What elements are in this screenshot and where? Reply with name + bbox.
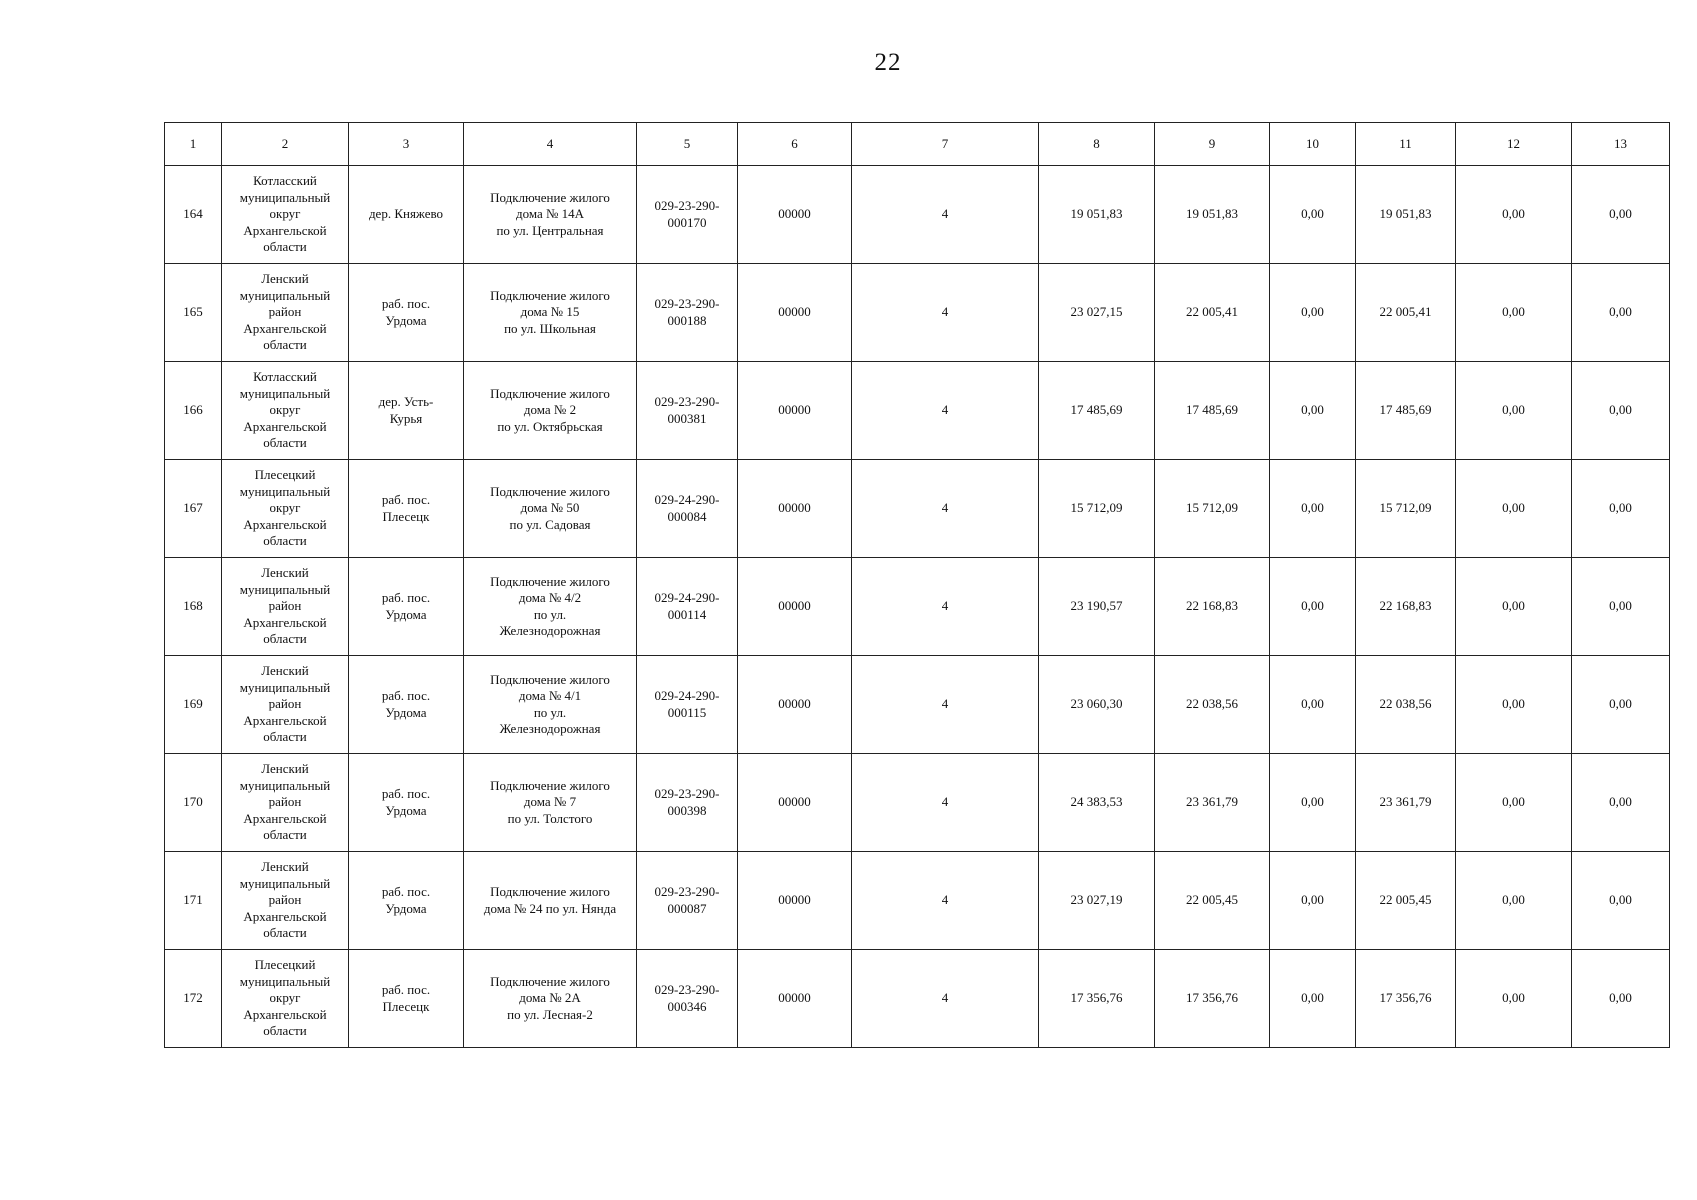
settlement-cell (349, 754, 464, 852)
col10-cell (1270, 166, 1356, 264)
col6-cell (738, 460, 852, 558)
col11-cell (1356, 950, 1456, 1048)
cell-text: 0,00 (1609, 402, 1632, 418)
col13-cell (1572, 264, 1670, 362)
col12-cell (1456, 656, 1572, 754)
col11-cell (1356, 362, 1456, 460)
cell-text: 029-24-290- 000084 (654, 492, 720, 524)
cell-text: 0,00 (1502, 402, 1525, 418)
cell-text: 0,00 (1301, 500, 1324, 516)
cell-text: 22 005,41 (1379, 304, 1432, 320)
col11-cell (1356, 558, 1456, 656)
column-number-cell: 8 (1039, 123, 1155, 166)
col6-cell (738, 754, 852, 852)
cell-text: 0,00 (1502, 304, 1525, 320)
cell-text: раб. пос. Урдома (381, 688, 431, 720)
cell-text: 0,00 (1609, 696, 1632, 712)
col9-cell (1155, 264, 1270, 362)
cell-text: Плесецкий муниципальный округ Архангельской области (239, 957, 331, 1039)
col13-cell (1572, 656, 1670, 754)
cell-text: 0,00 (1609, 892, 1632, 908)
cell-text: 029-23-290- 000398 (654, 786, 720, 818)
cell-text: Ленский муниципальный район Архангельской области (239, 761, 331, 843)
col13-cell (1572, 852, 1670, 950)
cell-text: Подключение жилого дома № 15 по ул. Школьная (490, 287, 610, 336)
cell-text: 4 (941, 794, 949, 810)
cell-text: Ленский муниципальный район Архангельской области (239, 271, 331, 353)
col11-cell (1356, 852, 1456, 950)
cell-text: 0,00 (1301, 696, 1324, 712)
table-body (165, 123, 1670, 1048)
col7-cell (852, 558, 1039, 656)
cell-text: 00000 (778, 402, 811, 418)
cell-text: 23 190,57 (1070, 598, 1123, 614)
col12-cell (1456, 950, 1572, 1048)
cell-text: 0,00 (1502, 990, 1525, 1006)
cell-text: Подключение жилого дома № 24 по ул. Няндa (483, 884, 617, 916)
column-number-cell: 3 (349, 123, 464, 166)
settlement-cell (349, 460, 464, 558)
cell-text: 4 (941, 990, 949, 1006)
cell-text: 0,00 (1301, 794, 1324, 810)
cell-text: 19 051,83 (1379, 206, 1432, 222)
cell-text: 0,00 (1301, 892, 1324, 908)
cell-text: 0,00 (1301, 990, 1324, 1006)
cell-text: раб. пос. Урдома (381, 786, 431, 818)
col10-cell (1270, 558, 1356, 656)
code-cell (637, 558, 738, 656)
cell-text: 0,00 (1609, 598, 1632, 614)
row-number-cell (165, 852, 222, 950)
column-number-cell: 4 (464, 123, 637, 166)
code-cell (637, 950, 738, 1048)
object-cell (464, 362, 637, 460)
col7-cell (852, 852, 1039, 950)
col8-cell (1039, 460, 1155, 558)
table-row (165, 264, 1670, 362)
cell-text: 00000 (778, 696, 811, 712)
cell-text: Ленский муниципальный район Архангельской области (239, 663, 331, 745)
cell-text: 00000 (778, 892, 811, 908)
cell-text: 17 356,76 (1379, 990, 1432, 1006)
cell-text: Подключение жилого дома № 2 по ул. Октябрьская (490, 385, 610, 434)
col9-cell (1155, 558, 1270, 656)
col6-cell (738, 656, 852, 754)
row-number-cell (165, 754, 222, 852)
col13-cell (1572, 166, 1670, 264)
row-number-cell (165, 166, 222, 264)
col10-cell (1270, 754, 1356, 852)
col7-cell (852, 166, 1039, 264)
row-number-cell (165, 264, 222, 362)
cell-text: 22 168,83 (1379, 598, 1432, 614)
cell-text: 165 (183, 304, 203, 320)
col12-cell (1456, 558, 1572, 656)
cell-text: дер. Княжево (368, 206, 444, 222)
cell-text: 0,00 (1502, 892, 1525, 908)
settlement-cell (349, 852, 464, 950)
municipality-cell (222, 362, 349, 460)
table-row (165, 558, 1670, 656)
cell-text: 17 485,69 (1186, 402, 1238, 418)
col6-cell (738, 362, 852, 460)
object-cell (464, 166, 637, 264)
code-cell (637, 656, 738, 754)
col9-cell (1155, 950, 1270, 1048)
col13-cell (1572, 558, 1670, 656)
cell-text: раб. пос. Урдома (381, 884, 431, 916)
cell-text: 23 361,79 (1186, 794, 1238, 810)
code-cell (637, 852, 738, 950)
object-cell (464, 264, 637, 362)
cell-text: 4 (941, 206, 949, 222)
column-number-cell: 13 (1572, 123, 1670, 166)
object-cell (464, 460, 637, 558)
cell-text: 029-23-290- 000346 (654, 982, 720, 1014)
col13-cell (1572, 460, 1670, 558)
cell-text: 172 (183, 990, 203, 1006)
cell-text: 00000 (778, 304, 811, 320)
column-number-cell: 5 (637, 123, 738, 166)
cell-text: Ленский муниципальный район Архангельской области (239, 565, 331, 647)
row-number-cell (165, 362, 222, 460)
object-cell (464, 656, 637, 754)
column-number-cell: 7 (852, 123, 1039, 166)
cell-text: Плесецкий муниципальный округ Архангельской области (239, 467, 331, 549)
object-cell (464, 558, 637, 656)
table-row (165, 950, 1670, 1048)
col8-cell (1039, 264, 1155, 362)
col9-cell (1155, 754, 1270, 852)
cell-text: Котласский муниципальный округ Архангельской области (239, 369, 331, 451)
col10-cell (1270, 656, 1356, 754)
municipality-cell (222, 852, 349, 950)
col12-cell (1456, 362, 1572, 460)
municipality-cell (222, 754, 349, 852)
cell-text: 23 027,19 (1070, 892, 1123, 908)
cell-text: 22 005,41 (1186, 304, 1238, 320)
cell-text: 19 051,83 (1186, 206, 1238, 222)
data-table (164, 122, 1670, 1048)
cell-text: 22 005,45 (1186, 892, 1238, 908)
column-number-cell: 10 (1270, 123, 1356, 166)
cell-text: 0,00 (1609, 794, 1632, 810)
row-number-cell (165, 460, 222, 558)
settlement-cell (349, 166, 464, 264)
col9-cell (1155, 656, 1270, 754)
column-number-row (165, 123, 1670, 166)
col11-cell (1356, 754, 1456, 852)
col6-cell (738, 264, 852, 362)
cell-text: 17 485,69 (1070, 402, 1123, 418)
col10-cell (1270, 852, 1356, 950)
page-number: 22 (874, 49, 902, 76)
cell-text: 15 712,09 (1186, 500, 1238, 516)
cell-text: Котласский муниципальный округ Архангельской области (239, 173, 331, 255)
col9-cell (1155, 460, 1270, 558)
col12-cell (1456, 754, 1572, 852)
col7-cell (852, 656, 1039, 754)
cell-text: 029-23-290- 000188 (654, 296, 720, 328)
table-row (165, 460, 1670, 558)
cell-text: 17 356,76 (1070, 990, 1123, 1006)
cell-text: 029-24-290- 000115 (654, 688, 720, 720)
row-number-cell (165, 656, 222, 754)
col10-cell (1270, 950, 1356, 1048)
cell-text: 164 (183, 206, 203, 222)
col7-cell (852, 754, 1039, 852)
municipality-cell (222, 558, 349, 656)
cell-text: Подключение жилого дома № 50 по ул. Садовая (490, 483, 610, 532)
col12-cell (1456, 264, 1572, 362)
municipality-cell (222, 656, 349, 754)
col9-cell (1155, 362, 1270, 460)
cell-text: 171 (183, 892, 203, 908)
cell-text: 166 (183, 402, 203, 418)
col11-cell (1356, 656, 1456, 754)
cell-text: раб. пос. Плесецк (381, 492, 431, 524)
object-cell (464, 852, 637, 950)
code-cell (637, 754, 738, 852)
object-cell (464, 950, 637, 1048)
cell-text: 0,00 (1502, 500, 1525, 516)
col8-cell (1039, 852, 1155, 950)
col11-cell (1356, 166, 1456, 264)
settlement-cell (349, 656, 464, 754)
row-number-cell (165, 950, 222, 1048)
cell-text: 4 (941, 304, 949, 320)
col12-cell (1456, 460, 1572, 558)
cell-text: 0,00 (1609, 500, 1632, 516)
column-number-cell: 1 (165, 123, 222, 166)
cell-text: 4 (941, 500, 949, 516)
settlement-cell (349, 264, 464, 362)
column-number-cell: 6 (738, 123, 852, 166)
cell-text: 4 (941, 598, 949, 614)
cell-text: 0,00 (1502, 598, 1525, 614)
cell-text: 22 005,45 (1379, 892, 1432, 908)
col7-cell (852, 460, 1039, 558)
table-row (165, 656, 1670, 754)
cell-text: Подключение жилого дома № 7 по ул. Толстого (490, 777, 610, 826)
cell-text: Подключение жилого дома № 2А по ул. Лесная-2 (490, 973, 610, 1022)
cell-text: Подключение жилого дома № 4/1 по ул. Железнодорожная (490, 671, 610, 736)
row-number-cell (165, 558, 222, 656)
cell-text: 24 383,53 (1070, 794, 1123, 810)
object-cell (464, 754, 637, 852)
col6-cell (738, 558, 852, 656)
cell-text: 15 712,09 (1379, 500, 1432, 516)
code-cell (637, 362, 738, 460)
col7-cell (852, 950, 1039, 1048)
col8-cell (1039, 656, 1155, 754)
cell-text: 0,00 (1301, 402, 1324, 418)
col8-cell (1039, 950, 1155, 1048)
cell-text: 167 (183, 500, 203, 516)
municipality-cell (222, 166, 349, 264)
cell-text: 22 168,83 (1186, 598, 1238, 614)
cell-text: дер. Усть- Курья (378, 394, 434, 426)
cell-text: 22 038,56 (1379, 696, 1432, 712)
cell-text: раб. пос. Урдома (381, 296, 431, 328)
col11-cell (1356, 460, 1456, 558)
col8-cell (1039, 558, 1155, 656)
cell-text: 0,00 (1609, 206, 1632, 222)
cell-text: 0,00 (1502, 794, 1525, 810)
col10-cell (1270, 362, 1356, 460)
cell-text: 17 356,76 (1186, 990, 1238, 1006)
cell-text: 0,00 (1609, 990, 1632, 1006)
cell-text: 0,00 (1502, 696, 1525, 712)
col12-cell (1456, 166, 1572, 264)
municipality-cell (222, 950, 349, 1048)
cell-text: 23 361,79 (1379, 794, 1432, 810)
col8-cell (1039, 362, 1155, 460)
municipality-cell (222, 264, 349, 362)
col6-cell (738, 852, 852, 950)
cell-text: 23 027,15 (1070, 304, 1123, 320)
column-number-cell: 11 (1356, 123, 1456, 166)
settlement-cell (349, 362, 464, 460)
column-number-cell: 2 (222, 123, 349, 166)
cell-text: 00000 (778, 500, 811, 516)
table-row (165, 166, 1670, 264)
cell-text: Подключение жилого дома № 14А по ул. Центральная (490, 189, 610, 238)
col13-cell (1572, 754, 1670, 852)
code-cell (637, 264, 738, 362)
cell-text: 4 (941, 892, 949, 908)
cell-text: 029-24-290- 000114 (654, 590, 720, 622)
col8-cell (1039, 166, 1155, 264)
cell-text: 4 (941, 402, 949, 418)
col6-cell (738, 950, 852, 1048)
col8-cell (1039, 754, 1155, 852)
column-number-cell: 12 (1456, 123, 1572, 166)
col7-cell (852, 362, 1039, 460)
cell-text: 0,00 (1301, 304, 1324, 320)
column-number-cell: 9 (1155, 123, 1270, 166)
cell-text: 029-23-290- 000381 (654, 394, 720, 426)
code-cell (637, 166, 738, 264)
col11-cell (1356, 264, 1456, 362)
col9-cell (1155, 852, 1270, 950)
cell-text: 00000 (778, 794, 811, 810)
settlement-cell (349, 950, 464, 1048)
cell-text: 170 (183, 794, 203, 810)
col7-cell (852, 264, 1039, 362)
municipality-cell (222, 460, 349, 558)
cell-text: 00000 (778, 206, 811, 222)
col10-cell (1270, 460, 1356, 558)
cell-text: 22 038,56 (1186, 696, 1238, 712)
cell-text: 169 (183, 696, 203, 712)
cell-text: 00000 (778, 598, 811, 614)
col9-cell (1155, 166, 1270, 264)
cell-text: Подключение жилого дома № 4/2 по ул. Железнодорожная (490, 573, 610, 638)
col13-cell (1572, 950, 1670, 1048)
cell-text: 029-23-290- 000087 (654, 884, 720, 916)
cell-text: 4 (941, 696, 949, 712)
table-row (165, 852, 1670, 950)
col13-cell (1572, 362, 1670, 460)
cell-text: 15 712,09 (1070, 500, 1123, 516)
cell-text: 23 060,30 (1070, 696, 1123, 712)
cell-text: раб. пос. Плесецк (381, 982, 431, 1014)
table-row (165, 754, 1670, 852)
cell-text: 00000 (778, 990, 811, 1006)
col12-cell (1456, 852, 1572, 950)
cell-text: 0,00 (1301, 598, 1324, 614)
table-row (165, 362, 1670, 460)
cell-text: 19 051,83 (1070, 206, 1123, 222)
cell-text: 168 (183, 598, 203, 614)
cell-text: 0,00 (1609, 304, 1632, 320)
col6-cell (738, 166, 852, 264)
settlement-cell (349, 558, 464, 656)
cell-text: 0,00 (1301, 206, 1324, 222)
cell-text: 17 485,69 (1379, 402, 1432, 418)
cell-text: 029-23-290- 000170 (654, 198, 720, 230)
code-cell (637, 460, 738, 558)
cell-text: 0,00 (1502, 206, 1525, 222)
col10-cell (1270, 264, 1356, 362)
cell-text: раб. пос. Урдома (381, 590, 431, 622)
cell-text: Ленский муниципальный район Архангельской области (239, 859, 331, 941)
